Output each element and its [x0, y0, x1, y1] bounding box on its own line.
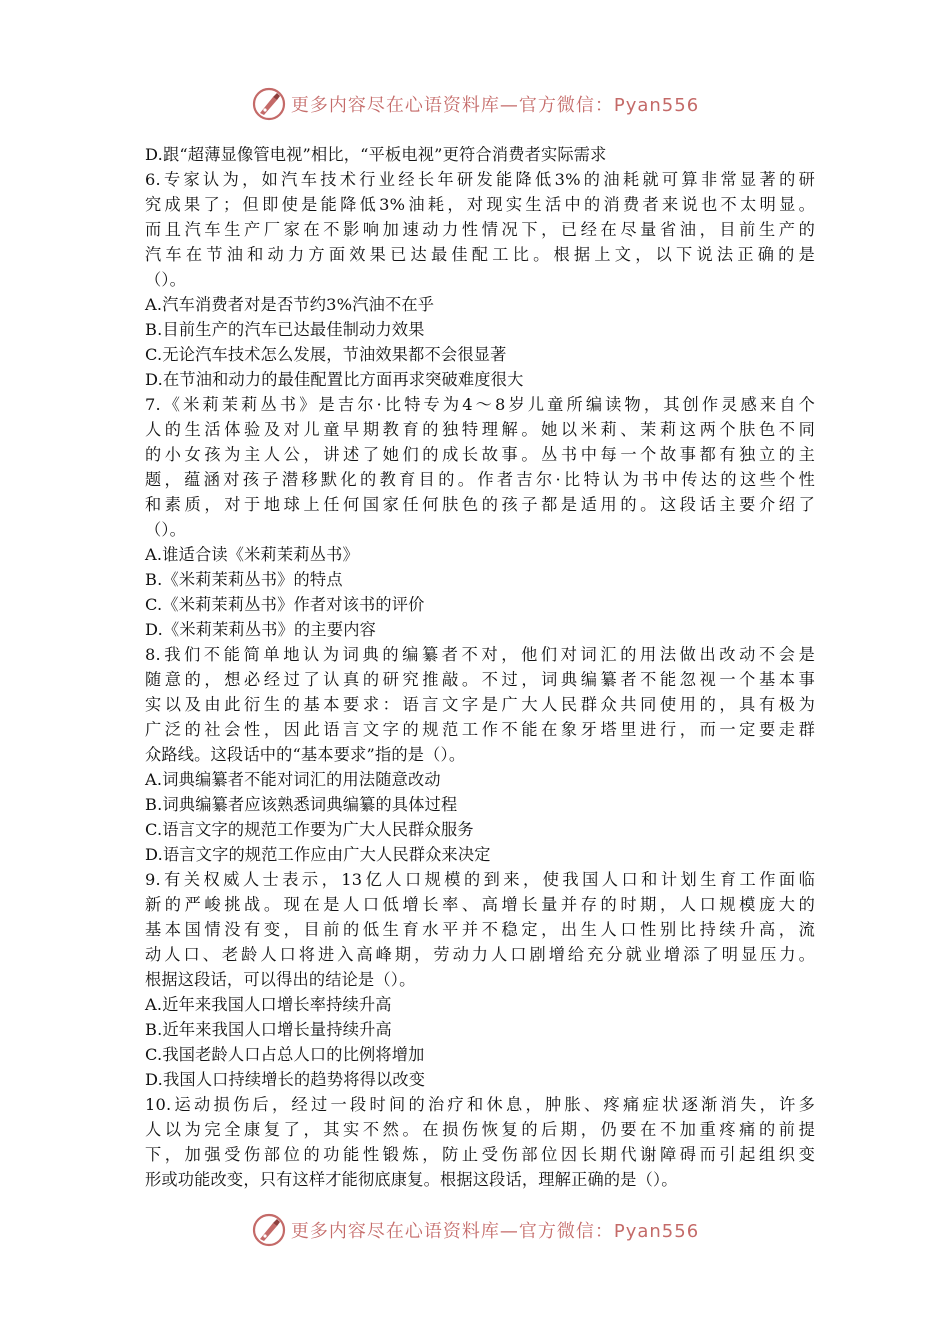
text-line: 新的严峻挑战。现在是人口低增长率、高增长量并存的时期，人口规模庞大的 — [145, 895, 815, 914]
text-line: 题，蕴涵对孩子潜移默化的教育目的。作者吉尔·比特认为书中传达的这些个性 — [145, 470, 815, 489]
text-line: 广泛的社会性，因此语言文字的规范工作不能在象牙塔里进行，而一定要走群 — [145, 720, 815, 739]
pen-nib-logo-icon — [251, 86, 287, 122]
text-line: D.《米莉茉莉丛书》的主要内容 — [145, 620, 376, 639]
text-line: 下，加强受伤部位的功能性锻炼，防止受伤部位因长期代谢障碍而引起组织变 — [145, 1145, 815, 1164]
text-line: （）。 — [145, 520, 187, 539]
text-line: C.无论汽车技术怎么发展，节油效果都不会很显著 — [145, 345, 507, 364]
text-line: 动人口、老龄人口将进入高峰期，劳动力人口剧增给充分就业增添了明显压力。 — [145, 945, 815, 964]
text-line: （）。 — [145, 270, 187, 289]
text-line: 众路线。这段话中的“基本要求”指的是（）。 — [145, 745, 466, 764]
text-line: A.汽车消费者对是否节约3%汽油不在乎 — [145, 295, 435, 314]
text-line: C.我国老龄人口占总人口的比例将增加 — [145, 1045, 425, 1064]
text-line: C.《米莉茉莉丛书》作者对该书的评价 — [145, 595, 425, 614]
text-line: 实以及由此衍生的基本要求：语言文字是广大人民群众共同使用的，具有极为 — [145, 695, 815, 714]
text-line: D.跟“超薄显像管电视”相比，“平板电视”更符合消费者实际需求 — [145, 145, 607, 164]
text-line: C.语言文字的规范工作要为广大人民群众服务 — [145, 820, 474, 839]
text-line: B.《米莉茉莉丛书》的特点 — [145, 570, 343, 589]
text-line: D.我国人口持续增长的趋势将得以改变 — [145, 1070, 426, 1089]
text-line: 8.我们不能简单地认为词典的编纂者不对，他们对词汇的用法做出改动不会是 — [145, 645, 815, 664]
banner-text: 更多内容尽在心语资料库—官方微信：Pyan556 — [290, 1221, 700, 1242]
text-line: 10.运动损伤后，经过一段时间的治疗和休息，肿胀、疼痛症状逐渐消失，许多 — [145, 1095, 815, 1114]
text-line: A.词典编纂者不能对词汇的用法随意改动 — [145, 770, 441, 789]
text-line: D.在节油和动力的最佳配置比方面再求突破难度很大 — [145, 370, 524, 389]
text-line: 形或功能改变，只有这样才能彻底康复。根据这段话，理解正确的是（）。 — [145, 1170, 678, 1189]
text-line: D.语言文字的规范工作应由广大人民群众来决定 — [145, 845, 491, 864]
document-body — [145, 142, 815, 1192]
text-line: 根据这段话，可以得出的结论是（）。 — [145, 970, 416, 989]
text-line: 人以为完全康复了，其实不然。在损伤恢复的后期，仍要在不加重疼痛的前提 — [145, 1120, 815, 1139]
text-line: 究成果了；但即使是能降低3%油耗，对现实生活中的消费者来说也不太明显。 — [145, 195, 815, 214]
text-line: 基本国情没有变，目前的低生育水平并不稳定，出生人口性别比持续升高，流 — [145, 920, 815, 939]
text-line: 随意的，想必经过了认真的研究推敲。不过，词典编纂者不能忽视一个基本事 — [145, 670, 815, 689]
text-line: 和素质，对于地球上任何国家任何肤色的孩子都是适用的。这段话主要介绍了 — [145, 495, 815, 514]
text-line: 6.专家认为，如汽车技术行业经长年研发能降低3%的油耗就可算非常显著的研 — [145, 170, 815, 189]
footer-banner — [0, 1210, 950, 1250]
text-line: A.谁适合读《米莉茉莉丛书》 — [145, 545, 359, 564]
text-line: B.近年来我国人口增长量持续升高 — [145, 1020, 392, 1039]
text-line: 7.《米莉茉莉丛书》是吉尔·比特专为4～8岁儿童所编读物，其创作灵感来自个 — [145, 395, 815, 414]
text-line: 汽车在节油和动力方面效果已达最佳配工比。根据上文，以下说法正确的是 — [145, 245, 815, 264]
pen-nib-logo-icon — [251, 1212, 287, 1248]
text-line: A.近年来我国人口增长率持续升高 — [145, 995, 392, 1014]
text-line: 9.有关权威人士表示，13亿人口规模的到来，使我国人口和计划生育工作面临 — [145, 870, 815, 889]
text-line: B.词典编纂者应该熟悉词典编纂的具体过程 — [145, 795, 458, 814]
header-banner — [0, 84, 950, 124]
banner-text: 更多内容尽在心语资料库—官方微信：Pyan556 — [290, 95, 700, 116]
text-line: 而且汽车生产厂家在不影响加速动力性情况下，已经在尽量省油，目前生产的 — [145, 220, 815, 239]
text-line: B.目前生产的汽车已达最佳制动力效果 — [145, 320, 425, 339]
text-line: 的小女孩为主人公，讲述了她们的成长故事。丛书中每一个故事都有独立的主 — [145, 445, 815, 464]
text-line: 人的生活体验及对儿童早期教育的独特理解。她以米莉、茉莉这两个肤色不同 — [145, 420, 815, 439]
